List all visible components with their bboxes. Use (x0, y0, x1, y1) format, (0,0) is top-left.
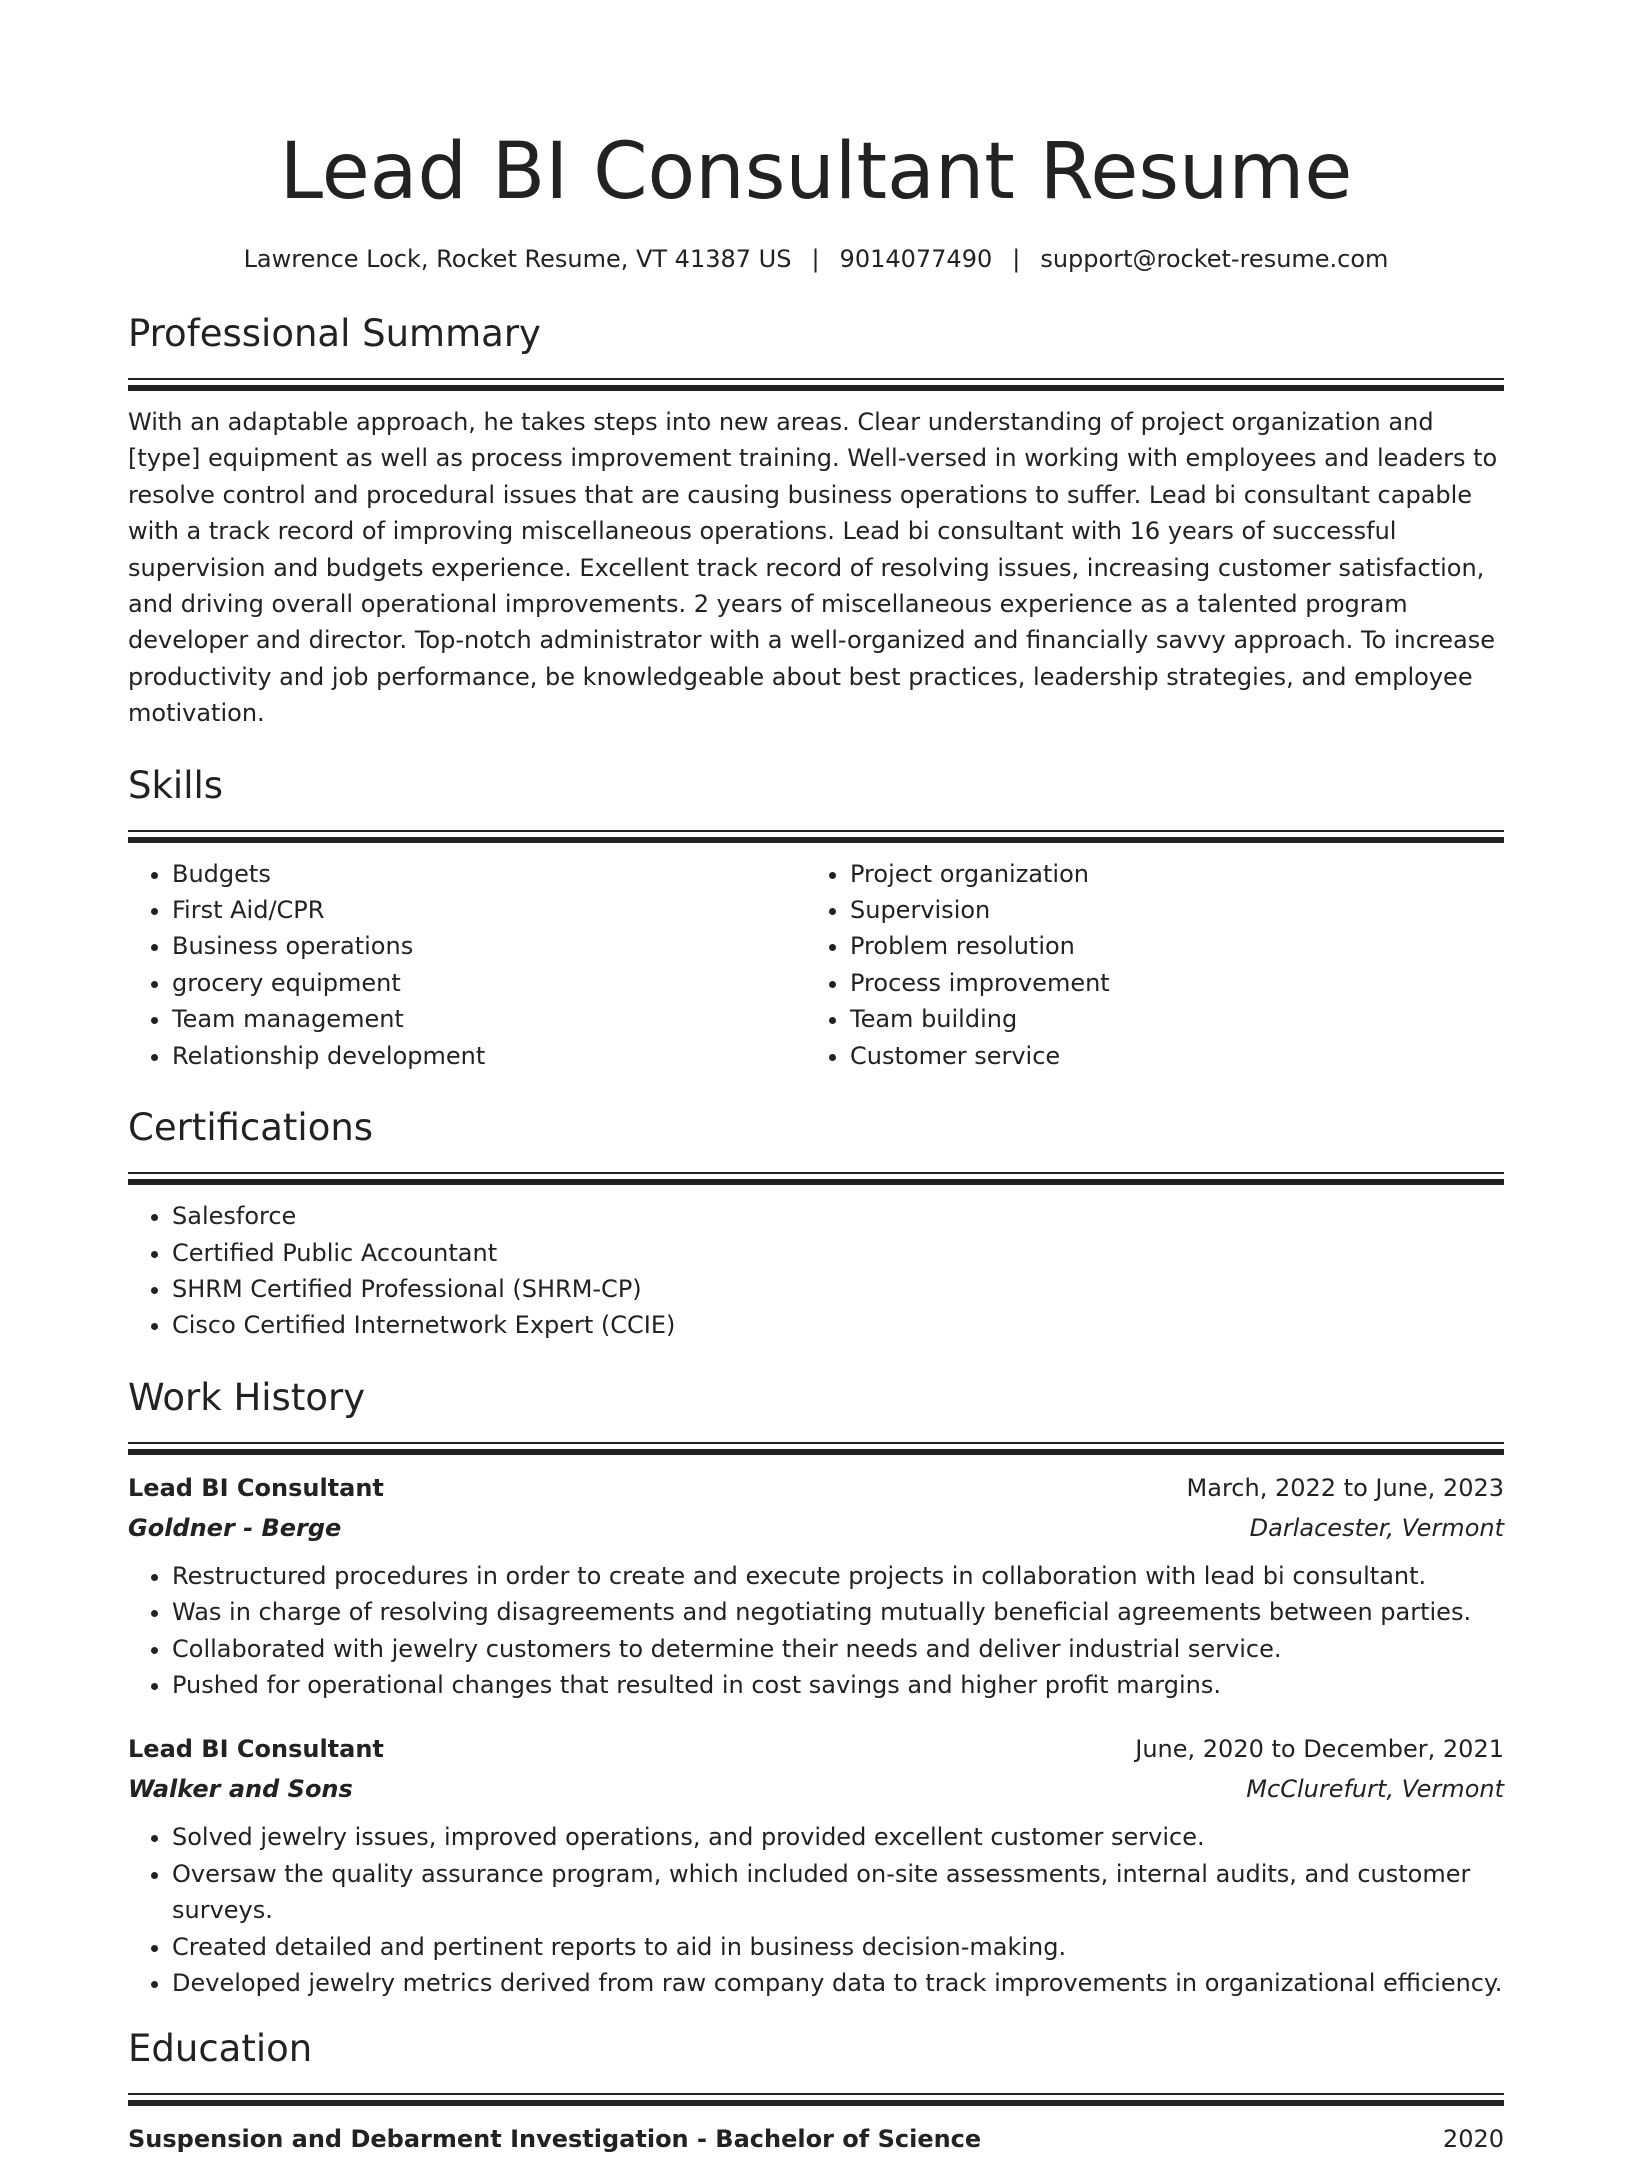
summary-heading: Professional Summary (128, 312, 541, 355)
skills-columns (128, 856, 1504, 1074)
resume-title: Lead BI Consultant Resume (279, 127, 1353, 217)
list-item: • Business operations (172, 928, 806, 964)
work-heading: Work History (128, 1375, 366, 1419)
list-item: • Certified Public Accountant (172, 1235, 1504, 1271)
contact-separator: | (811, 245, 820, 273)
job-title: Lead BI Consultant (128, 1473, 384, 1502)
job-company: Goldner - Berge (128, 1513, 342, 1542)
certifications-list (128, 1198, 1504, 1344)
job-bullets (128, 1558, 1504, 1704)
list-item: • Pushed for operational changes that resulted in cost savings and higher profit margins. (172, 1667, 1504, 1703)
job-entry (128, 1729, 1504, 2001)
list-item: • Team management (172, 1001, 806, 1037)
contact-email[interactable]: support@rocket-resume.com (1040, 245, 1389, 273)
job-header (128, 1729, 1504, 1769)
list-item: • Developed jewelry metrics derived from raw company data to track improvements in organizational efficiency. (172, 1965, 1504, 2001)
list-item: • Solved jewelry issues, improved operations, and provided excellent customer service. (172, 1819, 1504, 1855)
list-item: • SHRM Certified Professional (SHRM-CP) (172, 1271, 1504, 1307)
list-item: • Salesforce (172, 1198, 1504, 1234)
list-item: • Project organization (850, 856, 1484, 892)
summary-text: With an adaptable approach, he takes steps into new areas. Clear understanding of project organization and [type] equipment as well as process improvement training. Well-versed in working with employees and leaders to resolve control and procedural issues that are causing business operations to suffer. Lead bi consultant capable with a track record of improving miscellaneous operations. Lead bi consultant with 16 years of successful supervision and budgets experience. Excellent track record of resolving issues, increasing customer satisfaction, and driving overall operational improvements. 2 years of miscellaneous experience as a talented program developer and director. Top-notch administrator with a well-organized and financially savvy approach. To increase productivity and job performance, be knowledgeable about best practices, leadership strategies, and employee motivation. (128, 408, 1498, 728)
contact-line (128, 242, 1504, 276)
section-divider (128, 1172, 1504, 1184)
contact-separator: | (1012, 245, 1021, 273)
list-item: • Oversaw the quality assurance program, which included on-site assessments, internal audits, and customer surveys. (172, 1856, 1504, 1929)
section-divider (128, 2093, 1504, 2105)
job-title: Lead BI Consultant (128, 1735, 384, 1764)
work-section (128, 1374, 1504, 2002)
education-heading: Education (128, 2027, 313, 2071)
resume-page (128, 0, 1504, 2159)
education-section (128, 2025, 1504, 2159)
list-item: • Collaborated with jewelry customers to determine their needs and deliver industrial service. (172, 1631, 1504, 1667)
section-divider (128, 378, 1504, 390)
skills-list-right (806, 856, 1484, 1074)
list-item: • Budgets (172, 856, 806, 892)
summary-section (128, 310, 1504, 732)
job-subheader (128, 1508, 1504, 1548)
job-location: McClurefurt, Vermont (1246, 1775, 1504, 1804)
list-item: • Restructured procedures in order to create and execute projects in collaboration with lead bi consultant. (172, 1558, 1504, 1594)
education-degree: Suspension and Debarment Investigation - Bachelor of Science (128, 2125, 982, 2154)
list-item: • Process improvement (850, 965, 1484, 1001)
job-dates: March, 2022 to June, 2023 (1186, 1473, 1504, 1502)
list-item: • First Aid/CPR (172, 892, 806, 928)
contact-phone: 9014077490 (839, 245, 993, 273)
certifications-section (128, 1104, 1504, 1344)
skills-heading: Skills (128, 763, 224, 807)
job-entry (128, 1468, 1504, 1704)
job-location: Darlacester, Vermont (1249, 1513, 1504, 1542)
list-item: • Supervision (850, 892, 1484, 928)
education-year: 2020 (1442, 2125, 1504, 2154)
job-dates: June, 2020 to December, 2021 (1135, 1735, 1504, 1764)
section-divider (128, 1442, 1504, 1454)
list-item: • Customer service (850, 1038, 1484, 1074)
skills-list-left (128, 856, 806, 1074)
list-item: • Relationship development (172, 1038, 806, 1074)
list-item: • Created detailed and pertinent reports to aid in business decision-making. (172, 1929, 1504, 1965)
section-divider (128, 830, 1504, 842)
job-subheader (128, 1769, 1504, 1809)
contact-address: Lawrence Lock, Rocket Resume, VT 41387 US (243, 245, 792, 273)
certifications-heading: Certifications (128, 1106, 374, 1150)
list-item: • Cisco Certified Internetwork Expert (CCIE) (172, 1307, 1504, 1343)
list-item: • grocery equipment (172, 965, 806, 1001)
list-item: • Was in charge of resolving disagreements and negotiating mutually beneficial agreements between parties. (172, 1594, 1504, 1630)
skills-section (128, 762, 1504, 1074)
job-header (128, 1468, 1504, 1508)
list-item: • Problem resolution (850, 928, 1484, 964)
job-company: Walker and Sons (128, 1775, 353, 1804)
list-item: • Team building (850, 1001, 1484, 1037)
education-entry (128, 2119, 1504, 2159)
job-bullets (128, 1819, 1504, 2001)
